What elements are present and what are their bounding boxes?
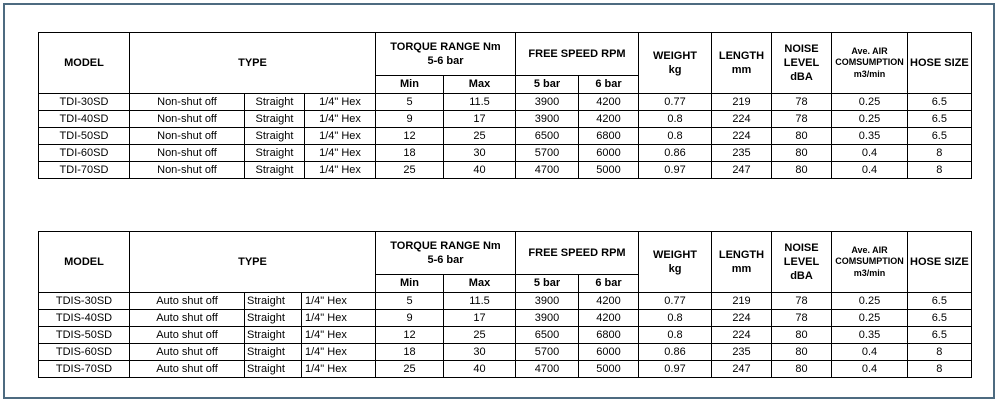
cell-drive: 1/4" Hex [305, 128, 376, 145]
table-row [39, 293, 972, 310]
cell-hose: 6.5 [908, 327, 972, 344]
cell-air: 0.4 [832, 361, 908, 378]
cell-noise: 78 [772, 293, 832, 310]
cell-weight: 0.86 [639, 145, 712, 162]
header-length [712, 232, 772, 293]
cell-air: 0.25 [832, 94, 908, 111]
header-weight [639, 33, 712, 94]
table-row [39, 94, 972, 111]
cell-length: 224 [712, 327, 772, 344]
spec-table-non-shut-off [38, 32, 972, 179]
cell-speed-5bar: 6500 [516, 327, 579, 344]
cell-drive: 1/4" Hex [302, 293, 376, 310]
cell-type: Auto shut off [130, 293, 245, 310]
cell-noise: 80 [772, 327, 832, 344]
table-row [39, 327, 972, 344]
cell-form: Straight [245, 293, 302, 310]
cell-type: Auto shut off [130, 344, 245, 361]
cell-torque-max: 40 [444, 361, 516, 378]
cell-noise: 78 [772, 111, 832, 128]
header-speed-5bar: 5 bar [516, 76, 579, 94]
cell-form: Straight [245, 162, 305, 179]
cell-drive: 1/4" Hex [305, 145, 376, 162]
cell-drive: 1/4" Hex [302, 310, 376, 327]
cell-form: Straight [245, 327, 302, 344]
cell-torque-min: 5 [376, 293, 444, 310]
cell-torque-min: 12 [376, 128, 444, 145]
cell-noise: 80 [772, 128, 832, 145]
cell-speed-6bar: 5000 [579, 162, 639, 179]
cell-length: 235 [712, 145, 772, 162]
header-air-consumption [832, 33, 908, 94]
header-speed-6bar: 6 bar [579, 275, 639, 293]
cell-weight: 0.8 [639, 128, 712, 145]
cell-torque-min: 25 [376, 361, 444, 378]
cell-air: 0.4 [832, 344, 908, 361]
header-air-line2: COMSUMPTION [835, 57, 904, 68]
spec-table-auto-shut-off [38, 231, 972, 378]
cell-form: Straight [245, 94, 305, 111]
cell-air: 0.25 [832, 293, 908, 310]
cell-model: TDIS-40SD [39, 310, 130, 327]
header-hose-size: HOSE SIZE [908, 232, 972, 293]
cell-air: 0.25 [832, 310, 908, 327]
header-torque-line1: TORQUE RANGE Nm [390, 239, 501, 252]
cell-speed-5bar: 3900 [516, 94, 579, 111]
table-row [39, 111, 972, 128]
header-noise-line3: dBA [790, 270, 813, 283]
cell-form: Straight [245, 344, 302, 361]
cell-noise: 80 [772, 344, 832, 361]
header-noise-line1: NOISE [784, 42, 819, 55]
cell-speed-5bar: 3900 [516, 111, 579, 128]
header-noise [772, 33, 832, 94]
cell-drive: 1/4" Hex [302, 344, 376, 361]
cell-type: Non-shut off [130, 94, 245, 111]
header-model: MODEL [39, 232, 130, 293]
header-air-line2: COMSUMPTION [835, 256, 904, 267]
header-torque-line1: TORQUE RANGE Nm [390, 40, 501, 53]
header-length-line2: mm [731, 263, 752, 275]
header-speed-5bar: 5 bar [516, 275, 579, 293]
header-air-line3: m3/min [853, 267, 886, 278]
cell-torque-max: 30 [444, 344, 516, 361]
cell-speed-6bar: 6800 [579, 327, 639, 344]
header-noise-line2: LEVEL [783, 56, 820, 69]
header-weight-line1: WEIGHT [653, 49, 697, 62]
cell-torque-max: 25 [444, 128, 516, 145]
table-row [39, 310, 972, 327]
cell-hose: 6.5 [908, 128, 972, 145]
cell-weight: 0.8 [639, 111, 712, 128]
cell-weight: 0.77 [639, 293, 712, 310]
header-free-speed: FREE SPEED RPM [516, 232, 639, 275]
header-torque-max: Max [444, 76, 516, 94]
cell-type: Non-shut off [130, 162, 245, 179]
table-row [39, 145, 972, 162]
header-torque-line2: 5-6 bar [427, 254, 464, 266]
cell-torque-min: 18 [376, 344, 444, 361]
cell-air: 0.25 [832, 111, 908, 128]
cell-model: TDIS-30SD [39, 293, 130, 310]
header-weight-line2: kg [668, 64, 682, 76]
cell-model: TDI-70SD [39, 162, 130, 179]
cell-drive: 1/4" Hex [305, 94, 376, 111]
cell-length: 235 [712, 344, 772, 361]
cell-speed-5bar: 3900 [516, 293, 579, 310]
cell-air: 0.35 [832, 128, 908, 145]
cell-speed-5bar: 4700 [516, 361, 579, 378]
cell-hose: 6.5 [908, 94, 972, 111]
cell-length: 247 [712, 162, 772, 179]
cell-hose: 8 [908, 162, 972, 179]
header-noise-line2: LEVEL [783, 255, 820, 268]
cell-speed-6bar: 6800 [579, 128, 639, 145]
header-weight-line1: WEIGHT [653, 248, 697, 261]
cell-hose: 8 [908, 145, 972, 162]
cell-hose: 8 [908, 361, 972, 378]
cell-torque-min: 12 [376, 327, 444, 344]
cell-noise: 78 [772, 310, 832, 327]
cell-torque-min: 9 [376, 310, 444, 327]
header-noise-line3: dBA [790, 71, 813, 84]
cell-torque-max: 11.5 [444, 293, 516, 310]
cell-type: Auto shut off [130, 327, 245, 344]
cell-form: Straight [245, 145, 305, 162]
cell-hose: 6.5 [908, 111, 972, 128]
header-air-line1: Ave. AIR [851, 46, 888, 57]
cell-speed-6bar: 6000 [579, 344, 639, 361]
cell-speed-5bar: 5700 [516, 344, 579, 361]
cell-torque-max: 11.5 [444, 94, 516, 111]
cell-noise: 80 [772, 145, 832, 162]
cell-length: 219 [712, 94, 772, 111]
cell-torque-min: 9 [376, 111, 444, 128]
cell-length: 219 [712, 293, 772, 310]
cell-speed-6bar: 4200 [579, 94, 639, 111]
header-weight [639, 232, 712, 293]
table-row [39, 361, 972, 378]
cell-drive: 1/4" Hex [305, 111, 376, 128]
cell-model: TDIS-50SD [39, 327, 130, 344]
cell-type: Auto shut off [130, 310, 245, 327]
cell-model: TDI-30SD [39, 94, 130, 111]
cell-drive: 1/4" Hex [302, 327, 376, 344]
cell-noise: 78 [772, 94, 832, 111]
cell-noise: 80 [772, 162, 832, 179]
cell-form: Straight [245, 361, 302, 378]
cell-type: Non-shut off [130, 111, 245, 128]
cell-speed-6bar: 4200 [579, 293, 639, 310]
header-length [712, 33, 772, 94]
header-length-line1: LENGTH [718, 248, 765, 261]
cell-speed-6bar: 4200 [579, 310, 639, 327]
cell-weight: 0.97 [639, 361, 712, 378]
cell-model: TDI-40SD [39, 111, 130, 128]
cell-speed-5bar: 3900 [516, 310, 579, 327]
cell-speed-6bar: 5000 [579, 361, 639, 378]
header-model: MODEL [39, 33, 130, 94]
cell-noise: 80 [772, 361, 832, 378]
header-free-speed: FREE SPEED RPM [516, 33, 639, 76]
header-noise-line1: NOISE [784, 241, 819, 254]
header-noise [772, 232, 832, 293]
cell-type: Auto shut off [130, 361, 245, 378]
cell-torque-min: 25 [376, 162, 444, 179]
table-row [39, 162, 972, 179]
table-row [39, 344, 972, 361]
cell-air: 0.35 [832, 327, 908, 344]
header-air-consumption [832, 232, 908, 293]
cell-length: 224 [712, 111, 772, 128]
header-length-line1: LENGTH [718, 49, 765, 62]
header-torque-line2: 5-6 bar [427, 55, 464, 67]
header-length-line2: mm [731, 64, 752, 76]
cell-torque-max: 17 [444, 310, 516, 327]
cell-model: TDIS-60SD [39, 344, 130, 361]
cell-speed-5bar: 5700 [516, 145, 579, 162]
cell-torque-max: 25 [444, 327, 516, 344]
cell-weight: 0.97 [639, 162, 712, 179]
cell-model: TDIS-70SD [39, 361, 130, 378]
cell-speed-5bar: 4700 [516, 162, 579, 179]
header-type: TYPE [130, 33, 376, 94]
header-air-line1: Ave. AIR [851, 245, 888, 256]
cell-length: 224 [712, 310, 772, 327]
cell-length: 224 [712, 128, 772, 145]
cell-hose: 6.5 [908, 293, 972, 310]
header-torque-min: Min [376, 76, 444, 94]
cell-weight: 0.77 [639, 94, 712, 111]
cell-drive: 1/4" Hex [302, 361, 376, 378]
cell-weight: 0.8 [639, 310, 712, 327]
cell-model: TDI-50SD [39, 128, 130, 145]
cell-air: 0.4 [832, 145, 908, 162]
cell-speed-6bar: 6000 [579, 145, 639, 162]
cell-torque-min: 5 [376, 94, 444, 111]
cell-torque-max: 17 [444, 111, 516, 128]
header-type: TYPE [130, 232, 376, 293]
cell-speed-6bar: 4200 [579, 111, 639, 128]
cell-form: Straight [245, 310, 302, 327]
cell-torque-max: 30 [444, 145, 516, 162]
cell-speed-5bar: 6500 [516, 128, 579, 145]
header-torque-max: Max [444, 275, 516, 293]
header-weight-line2: kg [668, 263, 682, 275]
cell-length: 247 [712, 361, 772, 378]
cell-torque-max: 40 [444, 162, 516, 179]
cell-model: TDI-60SD [39, 145, 130, 162]
cell-weight: 0.86 [639, 344, 712, 361]
header-hose-size: HOSE SIZE [908, 33, 972, 94]
table-row [39, 128, 972, 145]
header-torque-min: Min [376, 275, 444, 293]
cell-drive: 1/4" Hex [305, 162, 376, 179]
cell-hose: 6.5 [908, 310, 972, 327]
cell-torque-min: 18 [376, 145, 444, 162]
cell-form: Straight [245, 128, 305, 145]
header-speed-6bar: 6 bar [579, 76, 639, 94]
cell-form: Straight [245, 111, 305, 128]
header-torque [376, 232, 516, 275]
cell-type: Non-shut off [130, 145, 245, 162]
cell-air: 0.4 [832, 162, 908, 179]
cell-hose: 8 [908, 344, 972, 361]
header-torque [376, 33, 516, 76]
header-air-line3: m3/min [853, 68, 886, 79]
cell-weight: 0.8 [639, 327, 712, 344]
cell-type: Non-shut off [130, 128, 245, 145]
